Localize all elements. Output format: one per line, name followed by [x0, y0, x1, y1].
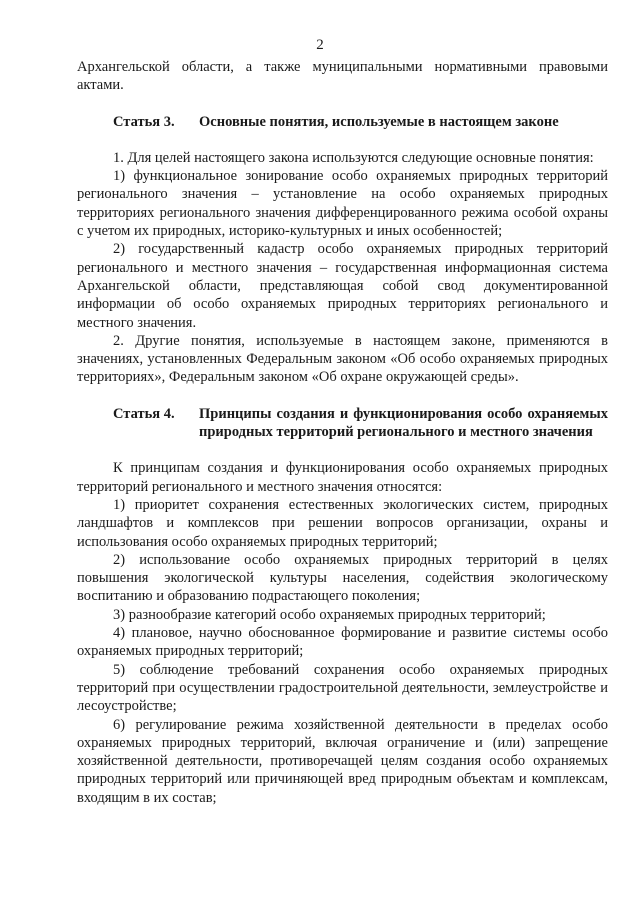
article-3-paragraph: 1) функциональное зонирование особо охраняемых природных территорий регионального значения – установление на особо охраняемых природных территориях регионального значения дифференцированного режима особой охраны с учетом их природных, историко-культурных и иных особенностей;	[77, 168, 608, 240]
spacer	[77, 441, 608, 459]
article-4-paragraph: 6) регулирование режима хозяйственной деятельности в пределах особо охраняемых природных территорий, включая ограничение и (или) запрещение хозяйственной деятельности, противоречащей целям создания особо охраняемых природных территорий или причиняющей вред природным объектам и комплексам, входящим в их состав;	[77, 716, 608, 806]
article-3-paragraph: 1. Для целей настоящего закона используются следующие основные понятия:	[113, 149, 594, 166]
article-3-paragraph: 2) государственный кадастр особо охраняемых природных территорий регионального и местного значения – государственная информационная система Архангельской области, представляющая собой свод документированной информации об особо охраняемых природных территориях регионального и местного значения.	[77, 241, 608, 331]
article-4-paragraph: 5) соблюдение требований сохранения особо охраняемых природных территорий при осуществлении градостроительной деятельности, землеустройстве и лесоустройстве;	[77, 661, 608, 715]
article-3-title: Основные понятия, используемые в настоящем законе	[199, 113, 559, 130]
article-4-heading	[113, 405, 608, 442]
spacer	[77, 95, 608, 113]
intro-paragraph: Архангельской области, а также муниципальными нормативными правовыми актами.	[77, 59, 608, 94]
article-4-paragraph: 2) использование особо охраняемых природных территорий в целях повышения экологической культуры населения, содействия экологическому воспитанию и образованию подрастающего поколения;	[77, 551, 608, 605]
document-body	[77, 58, 608, 807]
article-4-paragraph: 1) приоритет сохранения естественных экологических систем, природных ландшафтов и комплексов при решении вопросов организации, охраны и использования особо охраняемых природных территорий;	[77, 496, 608, 550]
article-4-paragraph: 4) плановое, научно обоснованное формирование и развитие системы особо охраняемых природных территорий;	[77, 625, 608, 660]
article-4-paragraph: К принципам создания и функционирования особо охраняемых природных территорий регионального и местного значения относятся:	[77, 460, 608, 495]
article-3-heading	[113, 113, 608, 131]
article-3-number: Статья 3.	[113, 113, 175, 130]
spacer	[77, 387, 608, 405]
article-4-number: Статья 4.	[113, 405, 175, 422]
spacer	[77, 131, 608, 149]
page-number: 2	[316, 37, 324, 53]
article-4-paragraph: 3) разнообразие категорий особо охраняемых природных территорий;	[113, 606, 546, 623]
article-4-title: Принципы создания и функционирования особо охраняемых природных территорий регионального и местного значения	[199, 405, 608, 441]
article-3-paragraph: 2. Другие понятия, используемые в настоящем законе, применяются в значениях, установленных Федеральным законом «Об особо охраняемых природных территориях», Федеральным законом «Об охране окружающей среды».	[77, 332, 608, 386]
